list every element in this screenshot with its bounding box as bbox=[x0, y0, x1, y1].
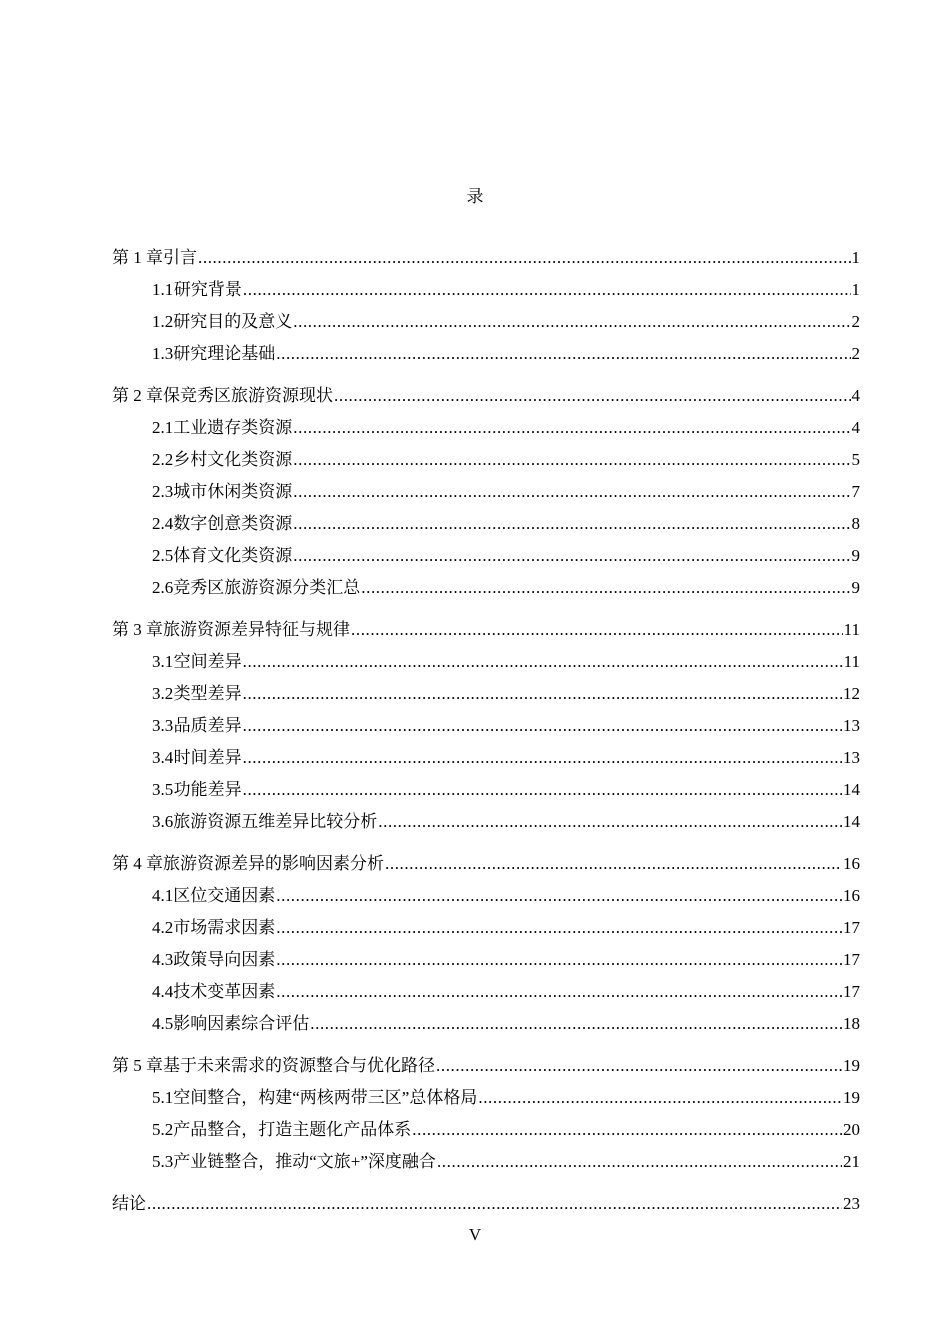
toc-entry-page: 7 bbox=[851, 482, 860, 501]
toc-chapter-entry[interactable] bbox=[112, 384, 860, 416]
toc-entry-number: 5.2 bbox=[152, 1120, 174, 1139]
toc-dot-leader bbox=[243, 682, 842, 706]
toc-entry-number: 3.1 bbox=[152, 652, 174, 671]
toc-dot-leader bbox=[478, 1086, 842, 1110]
toc-entry-number: 1.1 bbox=[152, 280, 174, 299]
toc-section-entry[interactable] bbox=[112, 916, 860, 948]
toc-section-entry[interactable] bbox=[112, 1118, 860, 1150]
toc-dot-leader bbox=[276, 884, 842, 908]
toc-dot-leader bbox=[243, 746, 842, 770]
toc-entry-page: 4 bbox=[851, 386, 860, 405]
toc-dot-leader bbox=[243, 278, 851, 302]
toc-entry-label: 研究目的及意义 bbox=[173, 312, 293, 331]
toc-entry-page: 18 bbox=[843, 1014, 860, 1033]
toc-dot-leader bbox=[334, 384, 851, 408]
toc-section-entry[interactable] bbox=[112, 310, 860, 342]
toc-entry-number: 4.4 bbox=[152, 982, 174, 1001]
toc-entry-number: 第 3 章 bbox=[112, 620, 163, 639]
toc-section-entry[interactable] bbox=[112, 948, 860, 980]
toc-entry-page: 19 bbox=[843, 1056, 860, 1075]
toc-chapter-entry[interactable] bbox=[112, 1192, 860, 1224]
toc-entry-page: 5 bbox=[851, 450, 860, 469]
toc-entry-number: 4.1 bbox=[152, 886, 174, 905]
toc-dot-leader bbox=[293, 480, 850, 504]
toc-entry-page: 9 bbox=[851, 546, 860, 565]
toc-entry-page: 17 bbox=[843, 982, 860, 1001]
toc-dot-leader bbox=[293, 310, 850, 334]
toc-entry-number: 2.3 bbox=[152, 482, 174, 501]
toc-entry-number: 3.2 bbox=[152, 684, 174, 703]
toc-entry-page: 11 bbox=[843, 652, 860, 671]
toc-entry-label: 功能差异 bbox=[173, 780, 242, 799]
toc-entry-label: 保竞秀区旅游资源现状 bbox=[163, 386, 333, 405]
toc-entry-label: 城市休闲类资源 bbox=[173, 482, 293, 501]
toc-entry-page: 8 bbox=[851, 514, 860, 533]
toc-entry-number: 第 2 章 bbox=[112, 386, 163, 405]
toc-section-entry[interactable] bbox=[112, 544, 860, 576]
toc-entry-number: 4.5 bbox=[152, 1014, 174, 1033]
toc-entry-number: 5.1 bbox=[152, 1088, 174, 1107]
toc-entry-number: 2.4 bbox=[152, 514, 174, 533]
toc-entry-label: 影响因素综合评估 bbox=[173, 1014, 310, 1033]
toc-dot-leader bbox=[243, 650, 843, 674]
toc-dot-leader bbox=[351, 618, 843, 642]
toc-entry-label: 类型差异 bbox=[173, 684, 242, 703]
toc-dot-leader bbox=[293, 448, 850, 472]
toc-entry-label: 旅游资源五维差异比较分析 bbox=[173, 812, 378, 831]
toc-entry-label: 技术变革因素 bbox=[173, 982, 276, 1001]
toc-entry-label: 研究背景 bbox=[173, 280, 242, 299]
toc-entry-label: 时间差异 bbox=[173, 748, 242, 767]
toc-dot-leader bbox=[412, 1118, 842, 1142]
toc-section-entry[interactable] bbox=[112, 576, 860, 608]
toc-section-entry[interactable] bbox=[112, 714, 860, 746]
toc-entry-number: 2.1 bbox=[152, 418, 174, 437]
toc-entry-page: 16 bbox=[843, 854, 860, 873]
toc-title: 录 bbox=[466, 187, 484, 206]
toc-dot-leader bbox=[276, 342, 850, 366]
toc-section-entry[interactable] bbox=[112, 416, 860, 448]
toc-entry-number: 3.5 bbox=[152, 780, 174, 799]
toc-entry-number: 第 1 章 bbox=[112, 248, 163, 267]
toc-entry-label: 旅游资源差异特征与规律 bbox=[163, 620, 350, 639]
toc-section-entry[interactable] bbox=[112, 278, 860, 310]
toc-entry-number: 第 4 章 bbox=[112, 854, 163, 873]
toc-entry-page: 17 bbox=[843, 918, 860, 937]
toc-entry-page: 11 bbox=[843, 620, 860, 639]
toc-entry-number: 2.6 bbox=[152, 578, 174, 597]
toc-entry-label: 产品整合，打造主题化产品体系 bbox=[173, 1120, 412, 1139]
toc-entry-label: 工业遗存类资源 bbox=[173, 418, 293, 437]
toc-entry-label: 旅游资源差异的影响因素分析 bbox=[163, 854, 384, 873]
toc-entry-label: 数字创意类资源 bbox=[173, 514, 293, 533]
toc-section-entry[interactable] bbox=[112, 980, 860, 1012]
toc-dot-leader bbox=[378, 810, 842, 834]
toc-section-entry[interactable] bbox=[112, 810, 860, 842]
toc-chapter-entry[interactable] bbox=[112, 1054, 860, 1086]
toc-dot-leader bbox=[385, 852, 842, 876]
toc-entry-number: 1.2 bbox=[152, 312, 174, 331]
toc-entry-label: 产业链整合，推动“文旅+”深度融合 bbox=[173, 1152, 436, 1171]
toc-entry-label: 品质差异 bbox=[173, 716, 242, 735]
toc-entry-page: 2 bbox=[851, 312, 860, 331]
toc-dot-leader bbox=[276, 948, 842, 972]
toc-dot-leader bbox=[293, 416, 850, 440]
toc-dot-leader bbox=[293, 512, 850, 536]
toc-dot-leader bbox=[243, 778, 842, 802]
toc-entry-label: 竞秀区旅游资源分类汇总 bbox=[173, 578, 361, 597]
toc-section-entry[interactable] bbox=[112, 1086, 860, 1118]
toc-entry-label: 市场需求因素 bbox=[173, 918, 276, 937]
toc-dot-leader bbox=[436, 1054, 842, 1078]
toc-entry-page: 13 bbox=[843, 748, 860, 767]
toc-dot-leader bbox=[437, 1150, 842, 1174]
toc-entry-page: 14 bbox=[843, 812, 860, 831]
toc-entry-number: 第 5 章 bbox=[112, 1056, 163, 1075]
toc-chapter-entry[interactable] bbox=[112, 852, 860, 884]
page-number: V bbox=[468, 1225, 482, 1244]
toc-dot-leader bbox=[147, 1192, 842, 1216]
toc-entry-page: 9 bbox=[851, 578, 860, 597]
toc-entry-page: 17 bbox=[843, 950, 860, 969]
toc-entry-page: 13 bbox=[843, 716, 860, 735]
toc-entry-number: 3.4 bbox=[152, 748, 174, 767]
toc-entry-page: 1 bbox=[851, 280, 860, 299]
toc-entry-label: 体育文化类资源 bbox=[173, 546, 293, 565]
toc-entry-number: 5.3 bbox=[152, 1152, 174, 1171]
toc-entry-label: 空间差异 bbox=[173, 652, 242, 671]
toc-entry-label: 空间整合，构建“两核两带三区”总体格局 bbox=[173, 1088, 478, 1107]
toc-entry-number: 4.2 bbox=[152, 918, 174, 937]
toc-entry-page: 4 bbox=[851, 418, 860, 437]
toc-dot-leader bbox=[361, 576, 850, 600]
toc-section-entry[interactable] bbox=[112, 884, 860, 916]
toc-section-entry[interactable] bbox=[112, 746, 860, 778]
toc-entry-label: 乡村文化类资源 bbox=[173, 450, 293, 469]
toc-entry-page: 1 bbox=[851, 248, 860, 267]
toc-entry-label: 引言 bbox=[163, 248, 197, 267]
toc-dot-leader bbox=[276, 980, 842, 1004]
toc-section-entry[interactable] bbox=[112, 512, 860, 544]
toc-entry-number: 1.3 bbox=[152, 344, 174, 363]
toc-section-entry[interactable] bbox=[112, 650, 860, 682]
toc-entry-page: 14 bbox=[843, 780, 860, 799]
toc-entry-page: 21 bbox=[843, 1152, 860, 1171]
toc-dot-leader bbox=[293, 544, 850, 568]
toc-entry-label: 基于未来需求的资源整合与优化路径 bbox=[163, 1056, 435, 1075]
toc-entry-number: 3.6 bbox=[152, 812, 174, 831]
toc-chapter-entry[interactable] bbox=[112, 246, 860, 278]
toc-section-entry[interactable] bbox=[112, 778, 860, 810]
toc-entry-number: 3.3 bbox=[152, 716, 174, 735]
toc-entry-label: 研究理论基础 bbox=[173, 344, 276, 363]
toc-entry-page: 12 bbox=[843, 684, 860, 703]
toc-entry-number: 2.2 bbox=[152, 450, 174, 469]
toc-entry-number: 2.5 bbox=[152, 546, 174, 565]
toc-dot-leader bbox=[198, 246, 851, 270]
toc-entry-label: 政策导向因素 bbox=[173, 950, 276, 969]
toc-section-entry[interactable] bbox=[112, 342, 860, 374]
toc-entry-page: 23 bbox=[843, 1194, 860, 1213]
toc-entry-label: 区位交通因素 bbox=[173, 886, 276, 905]
toc-dot-leader bbox=[243, 714, 842, 738]
toc-dot-leader bbox=[310, 1012, 842, 1036]
toc-entry-number: 4.3 bbox=[152, 950, 174, 969]
toc-chapter-entry[interactable] bbox=[112, 618, 860, 650]
toc-entry-page: 2 bbox=[851, 344, 860, 363]
toc-section-entry[interactable] bbox=[112, 480, 860, 512]
toc-section-entry[interactable] bbox=[112, 448, 860, 480]
toc-section-entry[interactable] bbox=[112, 1012, 860, 1044]
toc-entry-page: 20 bbox=[843, 1120, 860, 1139]
toc-section-entry[interactable] bbox=[112, 682, 860, 714]
toc-section-entry[interactable] bbox=[112, 1150, 860, 1182]
toc-entry-page: 16 bbox=[843, 886, 860, 905]
toc-entry-page: 19 bbox=[843, 1088, 860, 1107]
table-of-contents bbox=[112, 246, 860, 1224]
toc-dot-leader bbox=[276, 916, 842, 940]
toc-entry-label: 结论 bbox=[112, 1194, 146, 1213]
